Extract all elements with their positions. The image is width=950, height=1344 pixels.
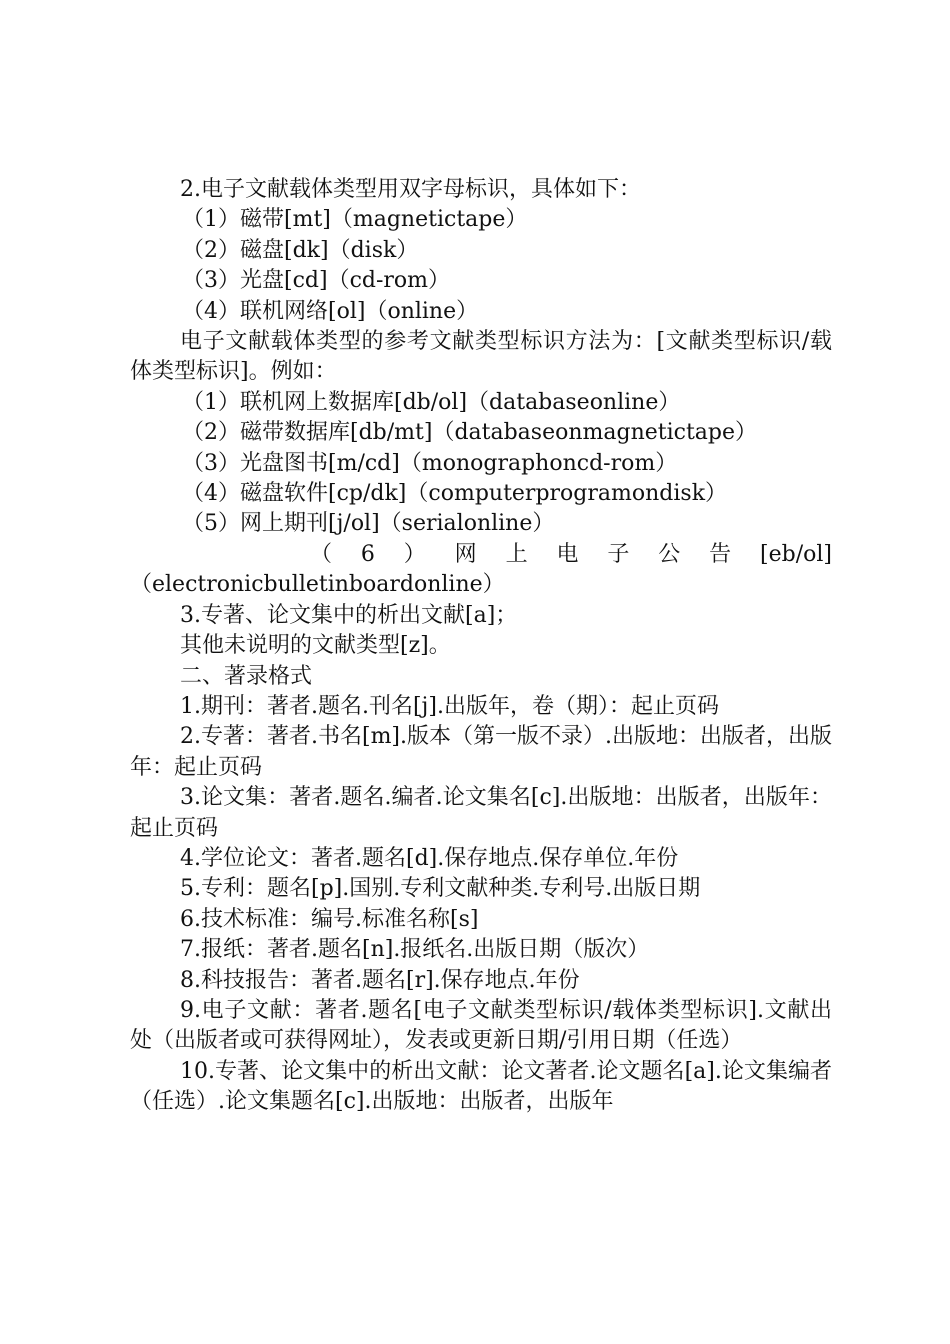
- format-item-journal: 1.期刊：著者.题名.刊名[j].出版年，卷（期）：起止页码: [180, 693, 719, 719]
- list-item-carrier-mt: （1）磁带[mt]（magnetictape）: [182, 207, 528, 233]
- format-item-patent: 5.专利：题名[p].国别.专利文献种类.专利号.出版日期: [180, 876, 701, 902]
- format-item-electronic: 9.电子文献：著者.题名[电子文献类型标识/载体类型标识].文献出处（出版者或可获得网址），发表或更新日期/引用日期（任选）: [130, 997, 832, 1054]
- list-item-carrier-ol: （4）联机网络[ol]（online）: [182, 298, 479, 324]
- list-item-example-j-ol: （5）网上期刊[j/ol]（serialonline）: [182, 511, 555, 537]
- section-heading-format: 二、著录格式: [180, 663, 313, 689]
- list-item-example-eb-ol: （6）网上电子公告[eb/ol]: [310, 541, 832, 567]
- format-item-standard: 6.技术标准：编号.标准名称[s]: [180, 906, 479, 932]
- paragraph-identification-method: 电子文献载体类型的参考文献类型标识方法为：[文献类型标识/载体类型标识]。例如：: [130, 329, 832, 385]
- paragraph-other-types: 其他未说明的文献类型[z]。: [180, 633, 451, 659]
- list-item-carrier-cd: （3）光盘[cd]（cd-rom）: [182, 268, 451, 294]
- list-item-example-m-cd: （3）光盘图书[m/cd]（monographoncd-rom）: [182, 450, 678, 476]
- format-item-dissertation: 4.学位论文：著者.题名[d].保存地点.保存单位.年份: [180, 845, 679, 871]
- list-item-example-eb-ol-continued: （electronicbulletinboardonline）: [130, 572, 505, 598]
- format-item-newspaper: 7.报纸：著者.题名[n].报纸名.出版日期（版次）: [180, 937, 650, 963]
- paragraph-analytic-documents: 3.专著、论文集中的析出文献[a]；: [180, 602, 518, 628]
- format-item-analytic: 10.专著、论文集中的析出文献：论文著者.论文题名[a].论文集编者（任选）.论文集题名[c].出版地：出版者，出版年: [130, 1058, 832, 1115]
- list-item-example-cp-dk: （4）磁盘软件[cp/dk]（computerprogramondisk）: [182, 481, 728, 507]
- section-heading-carrier-types: 2.电子文献载体类型用双字母标识，具体如下：: [180, 177, 641, 202]
- format-item-proceedings: 3.论文集：著者.题名.编者.论文集名[c].出版地：出版者，出版年：起止页码: [130, 785, 832, 841]
- list-item-carrier-dk: （2）磁盘[dk]（disk）: [182, 237, 419, 263]
- format-item-monograph: 2.专著：著者.书名[m].版本（第一版不录）.出版地：出版者，出版年：起止页码: [130, 724, 832, 780]
- format-item-report: 8.科技报告：著者.题名[r].保存地点.年份: [180, 967, 580, 993]
- list-item-example-db-mt: （2）磁带数据库[db/mt]（databaseonmagnetictape）: [182, 420, 758, 446]
- document-body: [130, 175, 832, 1118]
- list-item-example-db-ol: （1）联机网上数据库[db/ol]（databaseonline）: [182, 389, 681, 415]
